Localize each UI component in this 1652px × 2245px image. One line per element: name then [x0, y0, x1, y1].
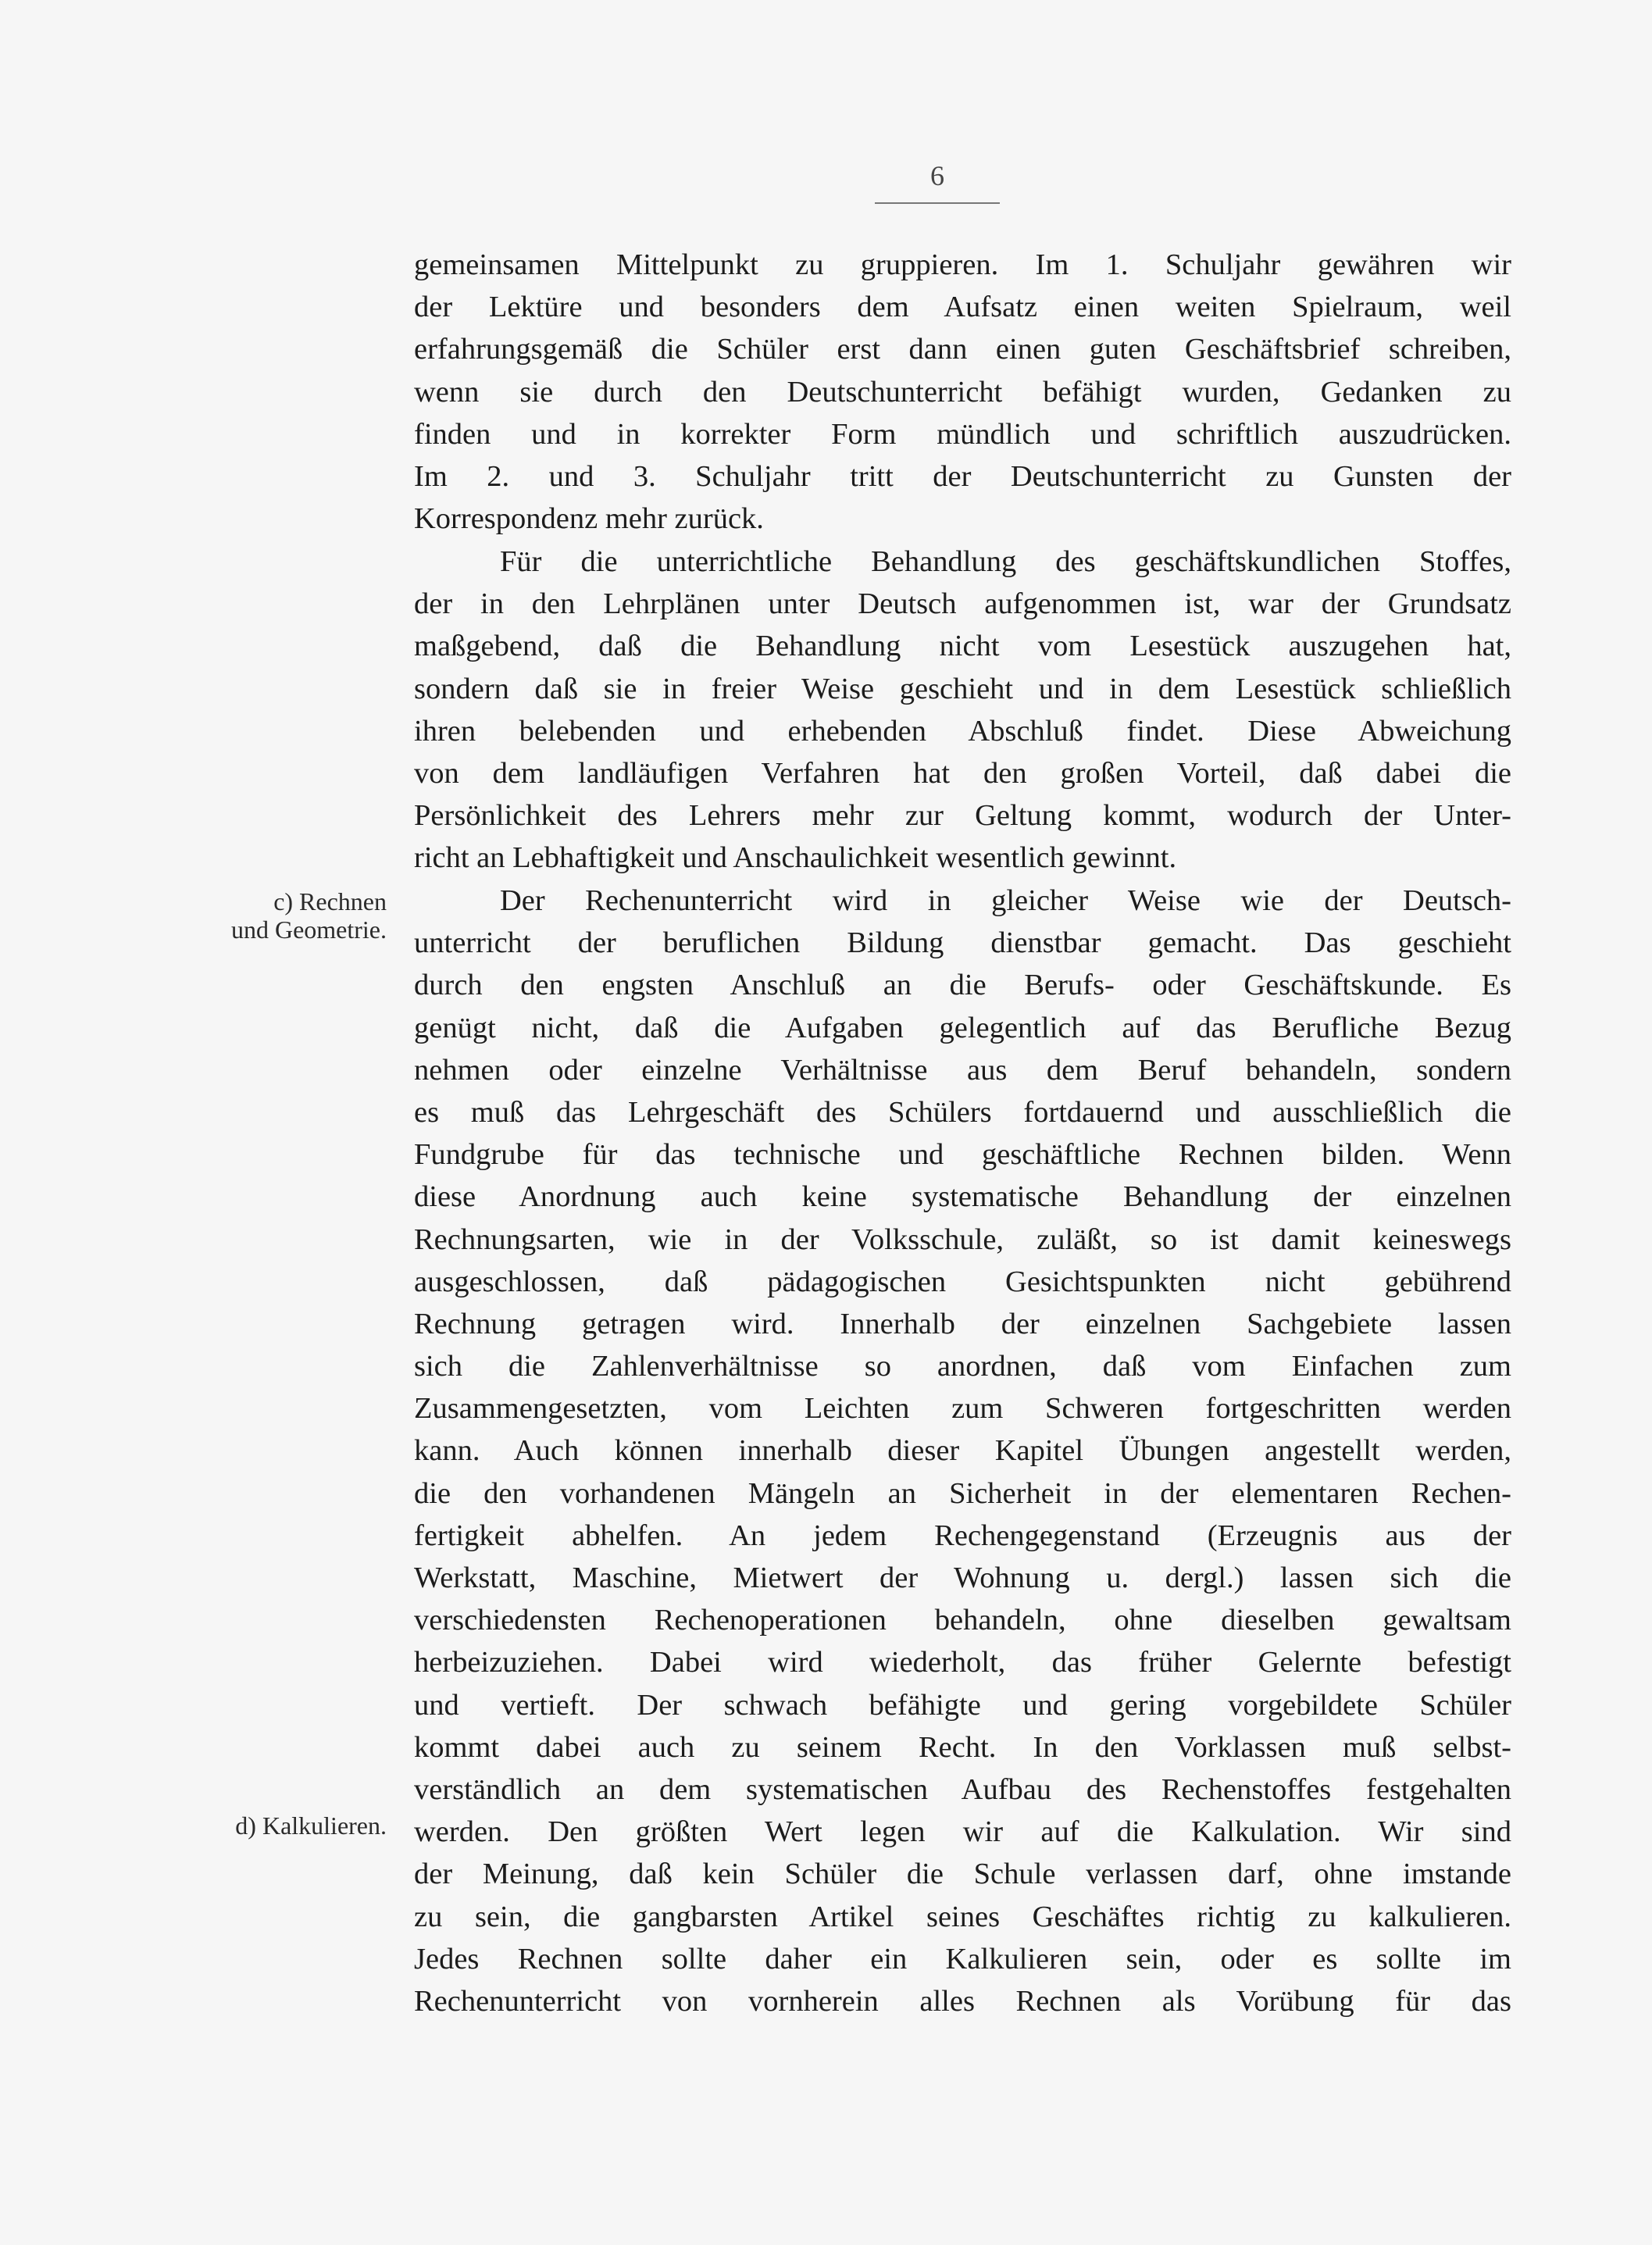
- text-line: herbeizuziehen. Dabei wird wiederholt, das früher Gelernte befestigt: [414, 1646, 1511, 1679]
- text-line: ausgeschlossen, daß pädagogischen Gesichtspunkten nicht gebührend: [414, 1265, 1511, 1298]
- text-line: Rechenunterricht von vornherein alles Rechnen als Vorübung für das: [414, 1984, 1511, 2018]
- text-line: ihren belebenden und erhebenden Abschluß findet. Diese Abweichung: [414, 714, 1511, 748]
- text-line: Im 2. und 3. Schuljahr tritt der Deutschunterricht zu Gunsten der: [414, 459, 1511, 493]
- text-line: finden und in korrekter Form mündlich und schriftlich auszudrücken.: [414, 417, 1511, 451]
- text-line: sich die Zahlenverhältnisse so anordnen, daß vom Einfachen zum: [414, 1350, 1511, 1383]
- paragraph-3: [414, 880, 1511, 2022]
- text-line: verschiedensten Rechenoperationen behandeln, ohne dieselben gewaltsam: [414, 1604, 1511, 1637]
- text-line: gemeinsamen Mittelpunkt zu gruppieren. Im 1. Schuljahr gewähren wir: [414, 248, 1511, 281]
- paragraph-1: [414, 244, 1511, 540]
- text-line: Der Rechenunterricht wird in gleicher Weise wie der Deutsch-: [500, 884, 1511, 917]
- text-line: wenn sie durch den Deutschunterricht befähigt wurden, Gedanken zu: [414, 375, 1511, 409]
- text-line: die den vorhandenen Mängeln an Sicherheit in der elementaren Rechen-: [414, 1476, 1511, 1510]
- text-line: Zusammengesetzten, vom Leichten zum Schweren fortgeschritten werden: [414, 1392, 1511, 1426]
- text-line: richt an Lebhaftigkeit und Anschaulichkeit wesentlich gewinnt.: [414, 841, 1177, 875]
- text-line: werden. Den größten Wert legen wir auf die Kalkulation. Wir sind: [414, 1815, 1511, 1849]
- text-line: der Meinung, daß kein Schüler die Schule verlassen darf, ohne imstande: [414, 1858, 1511, 1891]
- text-line: es muß das Lehrgeschäft des Schülers fortdauernd und ausschließlich die: [414, 1095, 1511, 1129]
- text-line: Persönlichkeit des Lehrers mehr zur Geltung kommt, wodurch der Unter-: [414, 799, 1511, 833]
- margin-note-rechnen: [231, 887, 387, 944]
- text-line: erfahrungsgemäß die Schüler erst dann einen guten Geschäftsbrief schreiben,: [414, 333, 1511, 366]
- text-line: Rechnung getragen wird. Innerhalb der einzelnen Sachgebiete lassen: [414, 1307, 1511, 1340]
- text-line: verständlich an dem systematischen Aufbau des Rechenstoffes festgehalten: [414, 1772, 1511, 1806]
- text-line: fertigkeit abhelfen. An jedem Rechengegenstand (Erzeugnis aus der: [414, 1519, 1511, 1552]
- text-line: maßgebend, daß die Behandlung nicht vom Lesestück auszugehen hat,: [414, 630, 1511, 663]
- page-number: 6: [930, 160, 944, 191]
- text-line: Rechnungsarten, wie in der Volksschule, zuläßt, so ist damit keineswegs: [414, 1222, 1511, 1256]
- text-line: von dem landläufigen Verfahren hat den großen Vorteil, daß dabei die: [414, 756, 1511, 790]
- text-line: Korrespondenz mehr zurück.: [414, 502, 764, 536]
- text-line: kommt dabei auch zu seinem Recht. In den Vorklassen muß selbst-: [414, 1730, 1511, 1764]
- text-line: Jedes Rechnen sollte daher ein Kalkulieren sein, oder es sollte im: [414, 1942, 1511, 1976]
- text-line: durch den engsten Anschluß an die Berufs- oder Geschäftskunde. Es: [414, 969, 1511, 1002]
- text-line: zu sein, die gangbarsten Artikel seines Geschäftes richtig zu kalkulieren.: [414, 1900, 1511, 1933]
- text-line: kann. Auch können innerhalb dieser Kapitel Übungen angestellt werden,: [414, 1434, 1511, 1468]
- text-line: sondern daß sie in freier Weise geschieht und in dem Lesestück schließlich: [414, 672, 1511, 705]
- paragraph-2: [414, 541, 1511, 880]
- text-line: genügt nicht, daß die Aufgaben gelegentlich auf das Berufliche Bezug: [414, 1011, 1511, 1044]
- text-line: und vertieft. Der schwach befähigte und gering vorgebildete Schüler: [414, 1688, 1511, 1722]
- text-line: Werkstatt, Maschine, Mietwert der Wohnung u. dergl.) lassen sich die: [414, 1562, 1511, 1594]
- text-line: Fundgrube für das technische und geschäftliche Rechnen bilden. Wenn: [414, 1138, 1511, 1172]
- text-line: diese Anordnung auch keine systematische Behandlung der einzelnen: [414, 1180, 1511, 1214]
- margin-note-rechnen-line2: und Geometrie.: [230, 915, 387, 944]
- text-line: unterricht der beruflichen Bildung dienstbar gemacht. Das geschieht: [414, 926, 1511, 960]
- page-number-rule: [875, 202, 1000, 204]
- text-line: der in den Lehrplänen unter Deutsch aufgenommen ist, war der Grundsatz: [414, 587, 1511, 621]
- margin-note-rechnen-line1: c) Rechnen: [273, 887, 387, 915]
- margin-note-kalkulieren: d) Kalkulieren.: [235, 1811, 387, 1840]
- text-line: Für die unterrichtliche Behandlung des geschäftskundlichen Stoffes,: [500, 545, 1511, 578]
- text-line: nehmen oder einzelne Verhältnisse aus dem Beruf behandeln, sondern: [414, 1053, 1511, 1087]
- text-line: der Lektüre und besonders dem Aufsatz einen weiten Spielraum, weil: [414, 291, 1511, 324]
